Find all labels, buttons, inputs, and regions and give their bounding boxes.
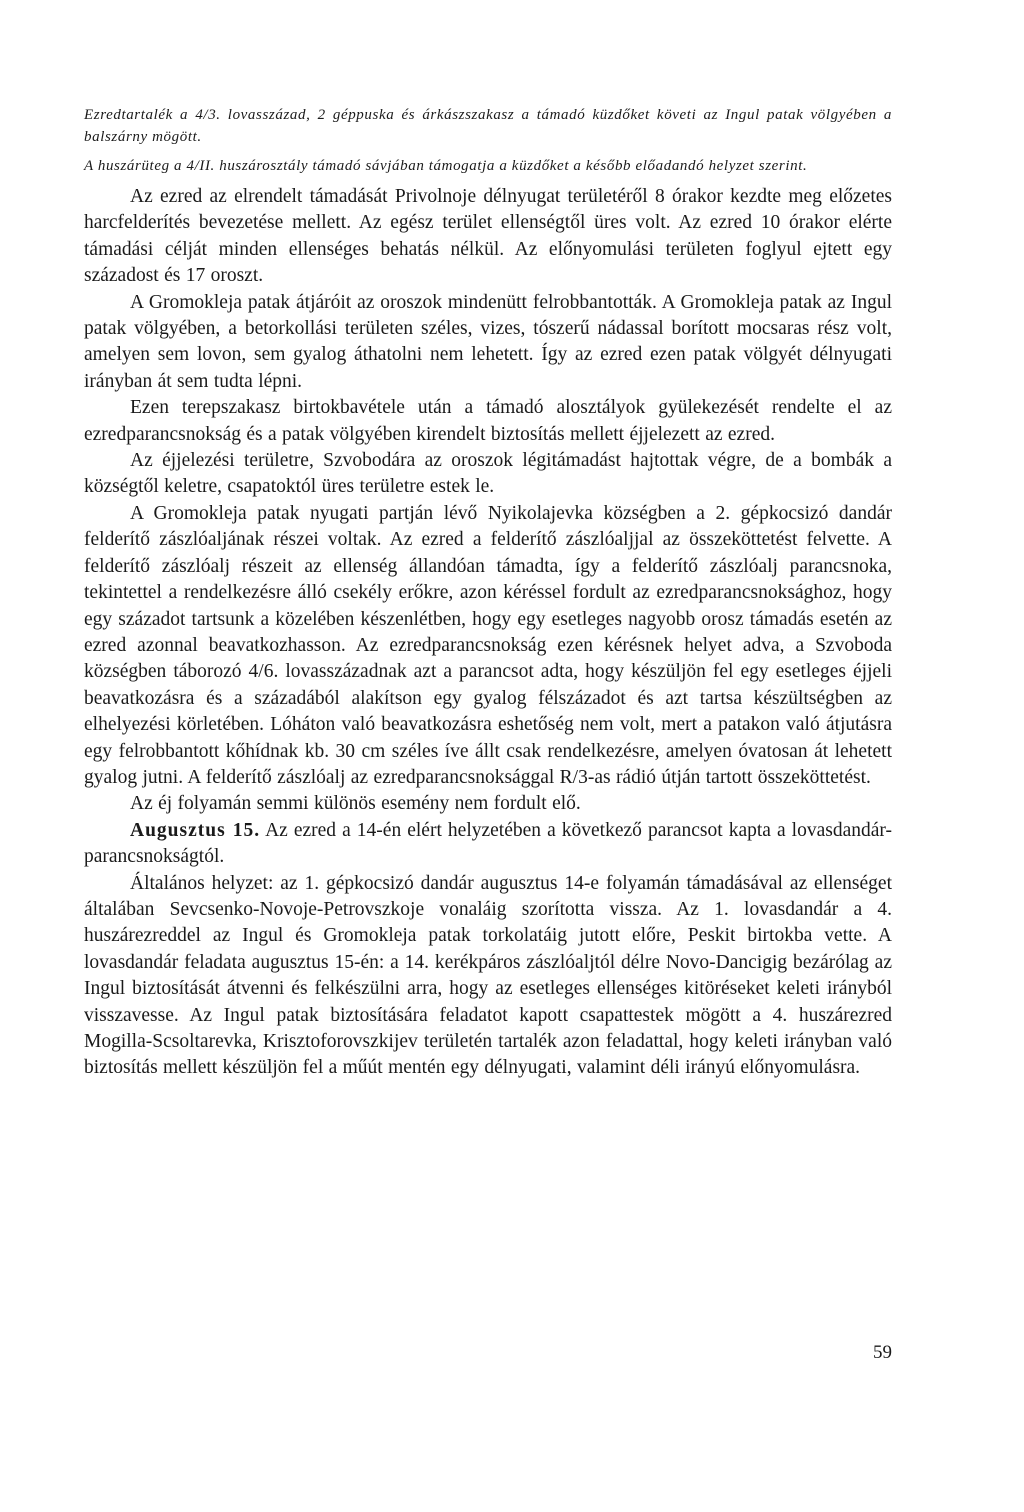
paragraph-recon-battalion: A Gromokleja patak nyugati partján lévő Nyikolajevka községben a 2. gépkocsizó dandár felderítő zászlóaljának részei voltak. Az ezred a felderítő zászlóaljjal az összeköttetést felvette. A felderítő zászlóalj részeit az ellenség állandóan támadta, így a felderítő zászlóalj parancsnoka, tekintettel a rendelkezésre álló csekély erőkre, azon kéréssel fordult az ezredparancsnoksághoz, hogy egy századot tartsunk a közelében készenlétben, hogy egy esetleges nagyobb orosz támadás esetén az ezred azonnal beavatkozhasson. Az ezredparancsnokság ezen kérésnek helyet adva, a Szvoboda községben táborozó 4/6. lovasszázadnak azt a parancsot adta, hogy készüljön fel egy esetleges éjjeli beavatkozásra és a századából alakítson egy gyalog félszázadot és azt tartsa készültségben az elhelyezési körletében. Lóháton való beavatkozásra eshetőség nem volt, mert a patakon való átjutásra egy felrobbantott kőhídnak kb. 30 cm széles íve állt csak rendelkezésre, amelyen óvatosan át lehetett gyalog jutni. A felderítő zászlóalj az ezredparancsnoksággal R/3-as rádió útján tartott összeköttetést.	[84, 502, 892, 788]
page-number: 59	[873, 1342, 892, 1363]
note-reserve: Ezredtartalék a 4/3. lovasszázad, 2 géppuska és árkászszakasz a támadó küzdőket követi az Ingul patak völgyében a balszárny mögött.	[84, 107, 892, 145]
note-battery: A huszárüteg a 4/II. huszárosztály támadó sávjában támogatja a küzdőket a később előadandó helyzet szerint.	[84, 158, 808, 174]
page-text-block	[84, 96, 892, 1082]
paragraph-attack-start: Az ezred az elrendelt támadását Privolnoje délnyugat területéről 8 órakor kezdte meg előzetes harcfelderítés bevezetése mellett. Az egész terület ellenségtől üres volt. Az ezred 10 órakor elérte támadási célját minden ellenséges behatás nélkül. Az előnyomulási területen foglyul ejtett egy századost és 17 oroszt.	[84, 186, 892, 287]
paragraph-night-camp: Ezen terepszakasz birtokbavétele után a támadó alosztályok gyülekezését rendelte el az ezredparancsnokság és a patak völgyében kirendelt biztosítás mellett éjjelezett az ezred.	[84, 397, 892, 445]
paragraph-gromokleja-crossings: A Gromokleja patak átjáróit az oroszok mindenütt felrobbantották. A Gromokleja patak az Ingul patak völgyében, a betorkollási területen széles, vizes, tószerű nádassal borított mocsaras rész volt, amelyen sem lovon, sem gyalog áthatolni nem lehetett. Így az ezred ezen patak völgyét délnyugati irányban át sem tudta lépni.	[84, 291, 892, 392]
paragraph-august-15	[84, 818, 892, 871]
paragraph-general-situation: Általános helyzet: az 1. gépkocsizó dandár augusztus 14-e folyamán támadásával az ellenséget általában Sevcsenko-Novoje-Petrovszkoje vonaláig szorította vissza. Az 1. lovasdandár a 4. huszárezreddel az Ingul és Gromokleja patak torkolatáig jutott előre, Peskit birtokba vette. A lovasdandár feladata augusztus 15-én: a 14. kerékpáros zászlóaljtól délre Novo-Dancigig bezárólag az Ingul biztosítását átvenni és felkészülni arra, hogy az esetleges ellenséges kitöréseket keleti irányból visszavesse. Az Ingul patak biztosítására feladatot kapott csapattestek mögött a 4. huszárezred Mogilla-Scsoltarevka, Krisztoforovszkijev területén tartalék azon feladattal, hogy keleti irányban való biztosítás mellett készüljön fel a műút mentén egy délnyugati, valamint déli irányú előnyomulásra.	[84, 872, 892, 1079]
paragraph-air-attack: Az éjjelezési területre, Szvobodára az oroszok légitámadást hajtottak végre, de a bombák a községtől keletre, csapatoktól üres területre estek le.	[84, 450, 892, 498]
date-entry-text: Az ezred a 14-én elért helyzetében a következő parancsot kapta a lovasdandár-parancsnokságtól.	[84, 819, 892, 868]
paragraph-quiet-night: Az éj folyamán semmi különös esemény nem fordult elő.	[130, 793, 581, 815]
date-heading: Augusztus 15.	[130, 819, 261, 841]
